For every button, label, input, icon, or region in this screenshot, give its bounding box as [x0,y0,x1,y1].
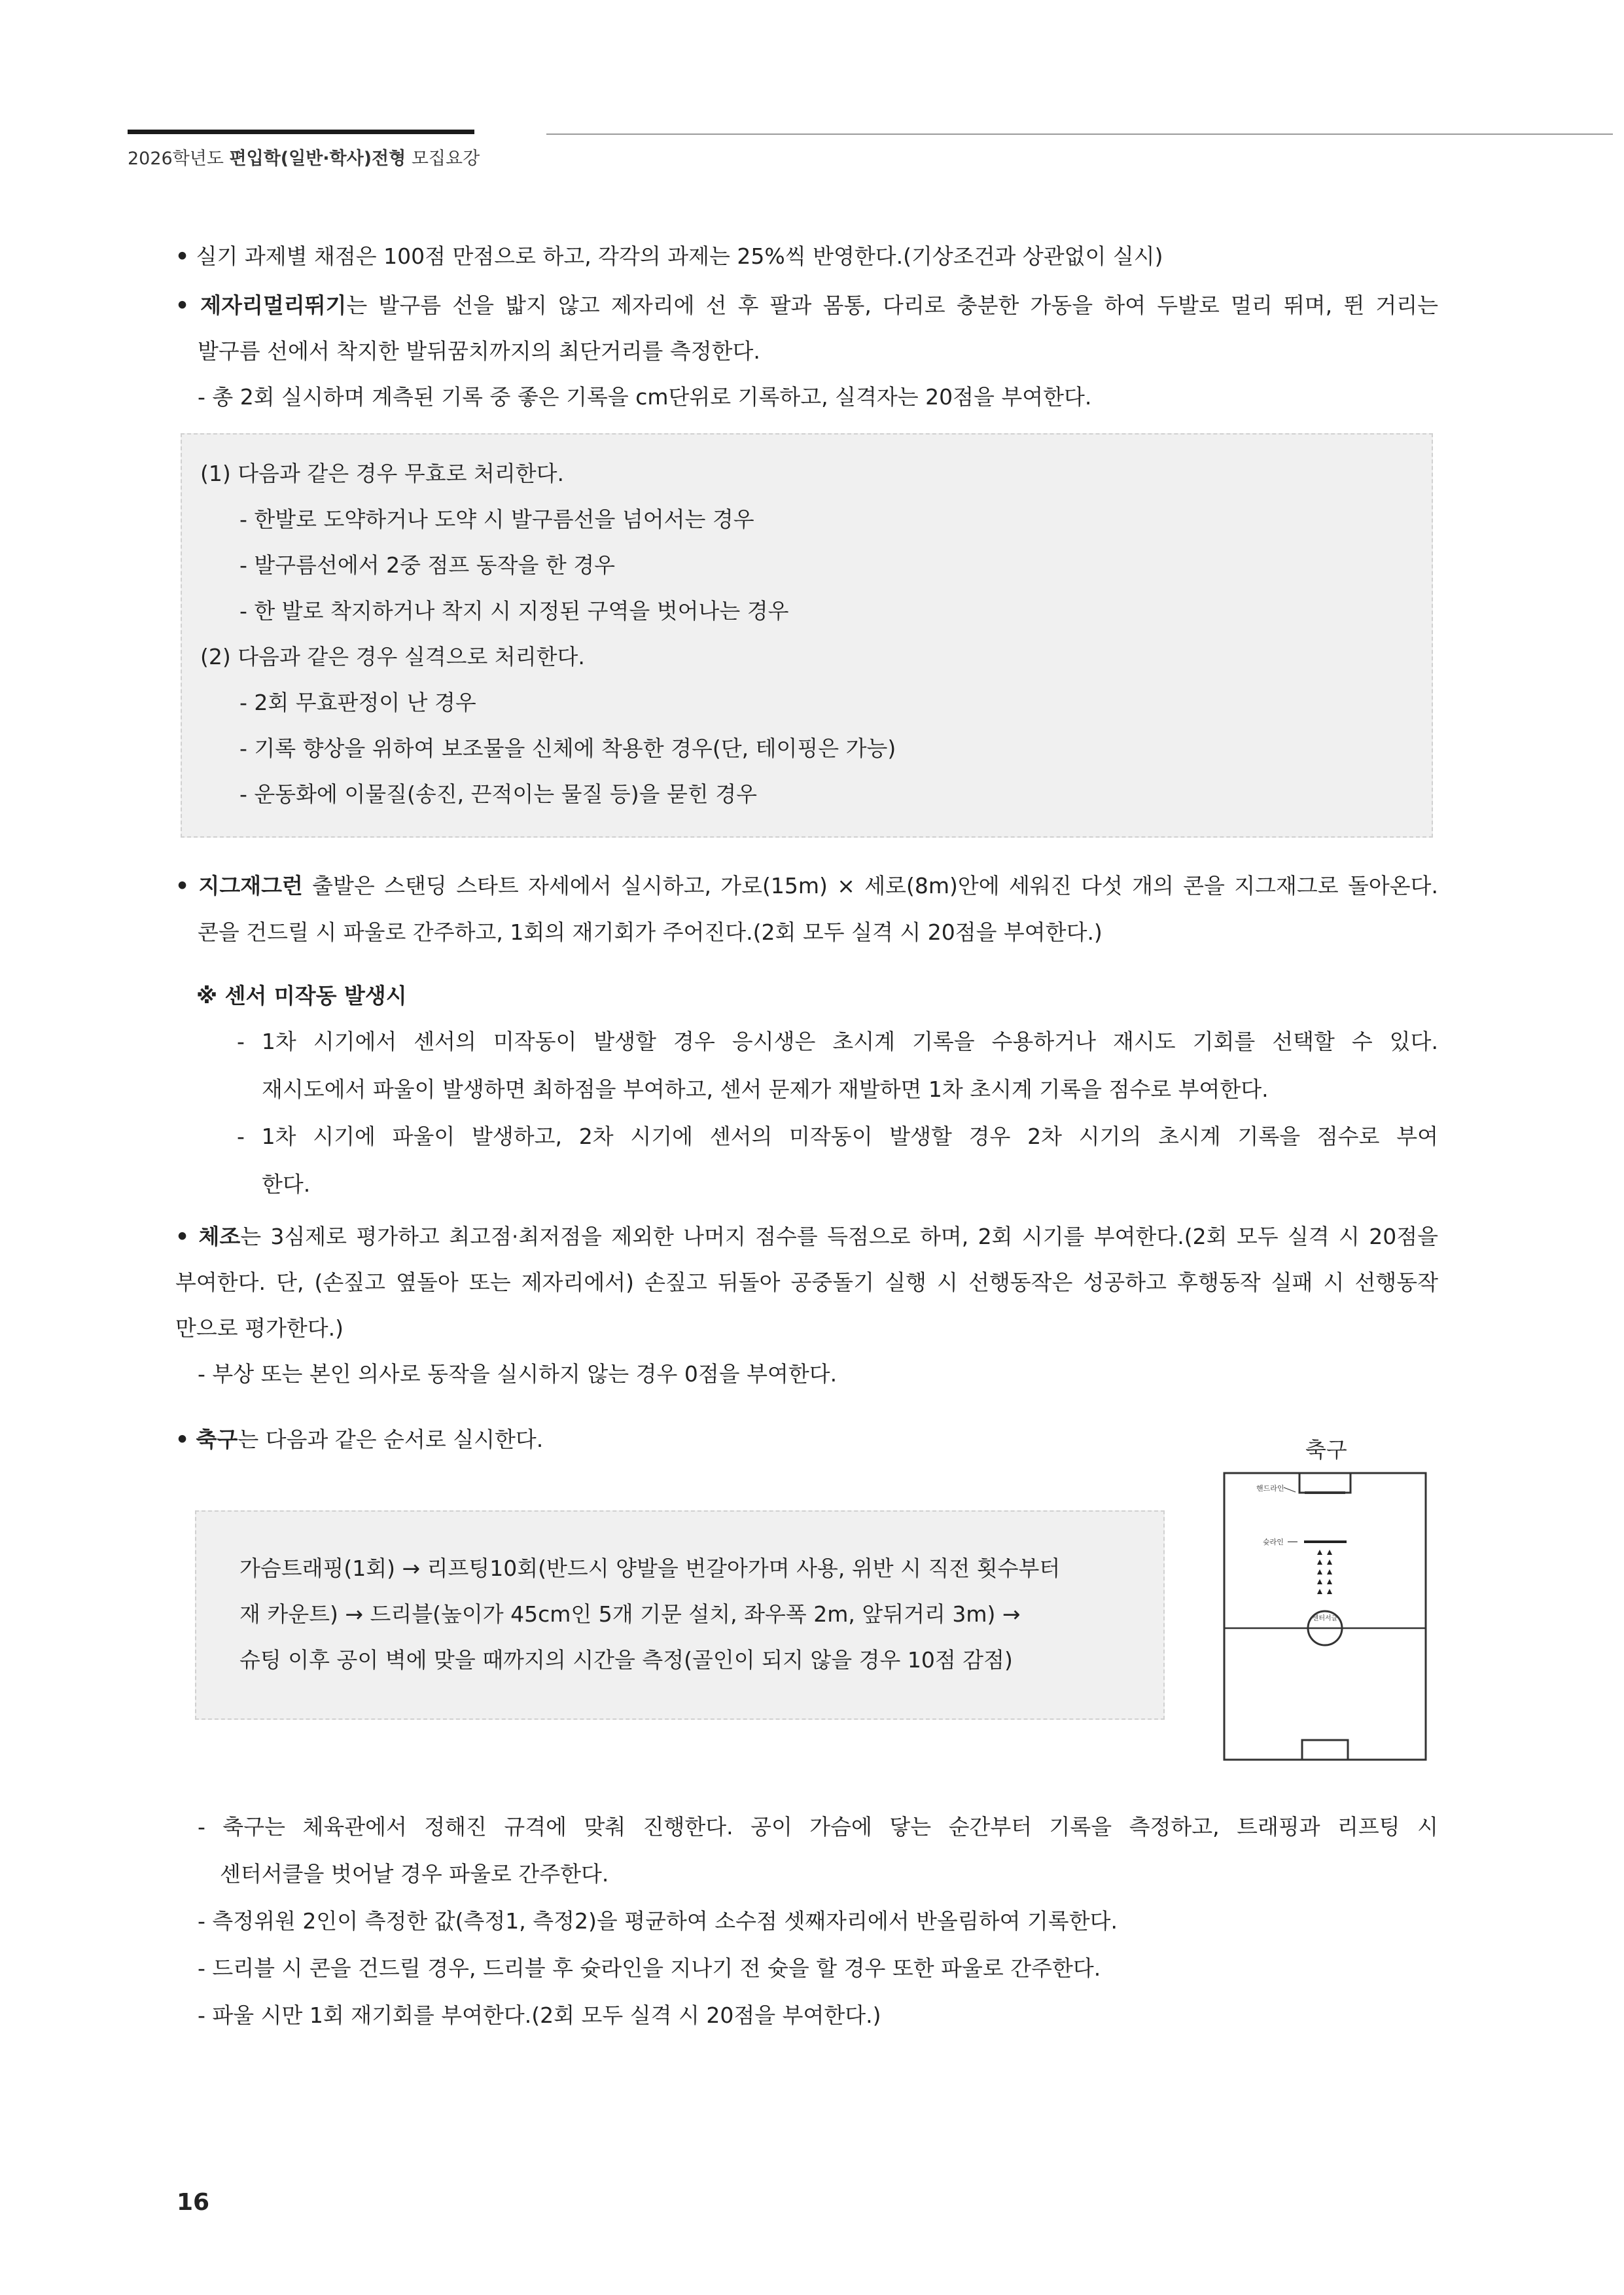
long-jump-text-1: 는 발구름 선을 밟지 않고 제자리에 선 후 팔과 몸통, 다리로 충분한 가동을 하여 두발로 멀리 뛰며, 뛴 거리는 [346,293,1438,318]
zigzag-title: 지그재그런 [198,873,303,898]
gymnastics-desc-1 [175,1222,1438,1251]
long-jump-desc-2: 발구름 선에서 착지한 발뒤꿈치까지의 최단거리를 측정한다. [198,338,760,364]
gymnastics-desc-2: 부여한다. 단, (손짚고 옆돌아 또는 제자리에서) 손짚고 뒤돌아 공중돌기 실행 시 선행동작은 성공하고 후행동작 실패 시 선행동작 [175,1270,1438,1295]
soccer-rule-3: - 측정위원 2인이 측정한 값(측정1, 측정2)을 평균하여 소수점 셋째자리에서 반올림하여 기록한다. [198,1908,1118,1934]
soccer-text-1: 는 다음과 같은 순서로 실시한다. [238,1427,544,1452]
gymnastics-desc-4: - 부상 또는 본인 의사로 동작을 실시하지 않는 경우 0점을 부여한다. [198,1361,838,1387]
long-jump-box-line: - 기록 향상을 위하여 보조물을 신체에 착용한 경우(단, 테이핑은 가능) [239,736,896,761]
soccer-figure-title: 축구 [1305,1437,1347,1463]
center-circle-label: 센터서클 [1312,1615,1338,1622]
handball-label: 핸드라인 [1256,1484,1284,1493]
zigzag-desc-1 [175,872,1438,900]
page-header [128,144,480,169]
soccer-box-line: 재 카운트) → 드리블(높이가 45cm인 5개 기문 설치, 좌우폭 2m, 앞뒤거리 3m) → [239,1601,1021,1627]
gymnastics-desc-3: 만으로 평가한다.) [175,1315,344,1341]
zigzag-text-1: 출발은 스탠딩 스타트 자세에서 실시하고, 가로(15m) × 세로(8m)안에 세워진 다섯 개의 콘을 지그재그로 돌아온다. [302,873,1438,898]
long-jump-box-line: - 발구름선에서 2중 점프 동작을 한 경우 [239,552,616,578]
long-jump-box-line: (1) 다음과 같은 경우 무효로 처리한다. [200,461,564,486]
gymnastics-text-1: 는 3심제로 평가하고 최고점·최저점을 제외한 나머지 점수를 득점으로 하며, 2회 시기를 부여한다.(2회 모두 실격 시 20점을 [240,1224,1438,1249]
sensor-note-1: - 1차 시기에서 센서의 미작동이 발생할 경우 응시생은 초시계 기록을 수용하거나 재시도 기회를 선택할 수 있다. [237,1029,1438,1054]
long-jump-box-line: - 한 발로 착지하거나 착지 시 지정된 구역을 벗어나는 경우 [239,598,789,624]
sensor-note-title: ※ 센서 미작동 발생시 [196,983,407,1008]
zigzag-desc-2: 콘을 건드릴 시 파울로 간주하고, 1회의 재기회가 주어진다.(2회 모두 실격 시 20점을 부여한다.) [198,919,1103,945]
soccer-field-diagram [1222,1471,1428,1762]
header-year: 2026학년도 [128,149,230,169]
header-accent-bar [128,130,474,134]
soccer-box-line: 슈팅 이후 공이 벽에 맞을 때까지의 시간을 측정(골인이 되지 않을 경우 10점 감점) [239,1647,1013,1673]
bullet: • [175,1224,190,1249]
soccer-rule-2: 센터서클을 벗어날 경우 파울로 간주한다. [220,1861,609,1887]
long-jump-desc-3: - 총 2회 실시하며 계측된 기록 중 좋은 기록을 cm단위로 기록하고, 실격자는 20점을 부여한다. [198,384,1092,410]
page-number: 16 [177,2189,210,2216]
long-jump-rules-box [181,433,1433,838]
long-jump-title: 제자리멀리뛰기 [200,293,347,318]
bullet: • [175,873,190,898]
soccer-box-line: 가슴트래핑(1회) → 리프팅10회(반드시 양발을 번갈아가며 사용, 위반 시 직전 횟수부터 [239,1556,1061,1581]
header-title: 편입학(일반·학사)전형 [229,149,406,169]
shoot-label: 슛라인 [1263,1538,1284,1546]
soccer-title: 축구 [196,1427,238,1452]
gymnastics-title: 체조 [198,1224,241,1249]
soccer-rule-1: - 축구는 체육관에서 정해진 규격에 맞춰 진행한다. 공이 가슴에 닿는 순간부터 기록을 측정하고, 트래핑과 리프팅 시 [198,1814,1438,1840]
soccer-rule-5: - 파울 시만 1회 재기회를 부여한다.(2회 모두 실격 시 20점을 부여한다.) [198,2002,881,2028]
bullet: • [175,1427,190,1452]
long-jump-box-line: - 2회 무효판정이 난 경우 [239,690,476,715]
sensor-note-4: 한다. [262,1171,311,1197]
long-jump-box-line: - 한발로 도약하거나 도약 시 발구름선을 넘어서는 경우 [239,507,754,532]
bullet: • [175,293,190,318]
soccer-rule-4: - 드리블 시 콘을 건드릴 경우, 드리블 후 슛라인을 지나기 전 슛을 할 경우 또한 파울로 간주한다. [198,1955,1101,1981]
long-jump-box-line: (2) 다음과 같은 경우 실격으로 처리한다. [200,644,585,669]
long-jump-desc-1 [175,291,1438,320]
header-rule [546,133,1613,135]
scoring-rule [175,242,1163,271]
sensor-note-3: - 1차 시기에 파울이 발생하고, 2차 시기에 센서의 미작동이 발생할 경우 2차 시기의 초시계 기록을 점수로 부여 [237,1124,1438,1149]
bullet: • [175,243,190,269]
scoring-rule-text: 실기 과제별 채점은 100점 만점으로 하고, 각각의 과제는 25%씩 반영한다.(기상조건과 상관없이 실시) [196,243,1163,269]
long-jump-box-line: - 운동화에 이물질(송진, 끈적이는 물질 등)을 묻힌 경우 [239,781,758,807]
soccer-desc-1 [175,1425,543,1454]
header-title-rest: 모집요강 [406,149,480,169]
sensor-note-2: 재시도에서 파울이 발생하면 최하점을 부여하고, 센서 문제가 재발하면 1차 초시계 기록을 점수로 부여한다. [262,1076,1269,1102]
